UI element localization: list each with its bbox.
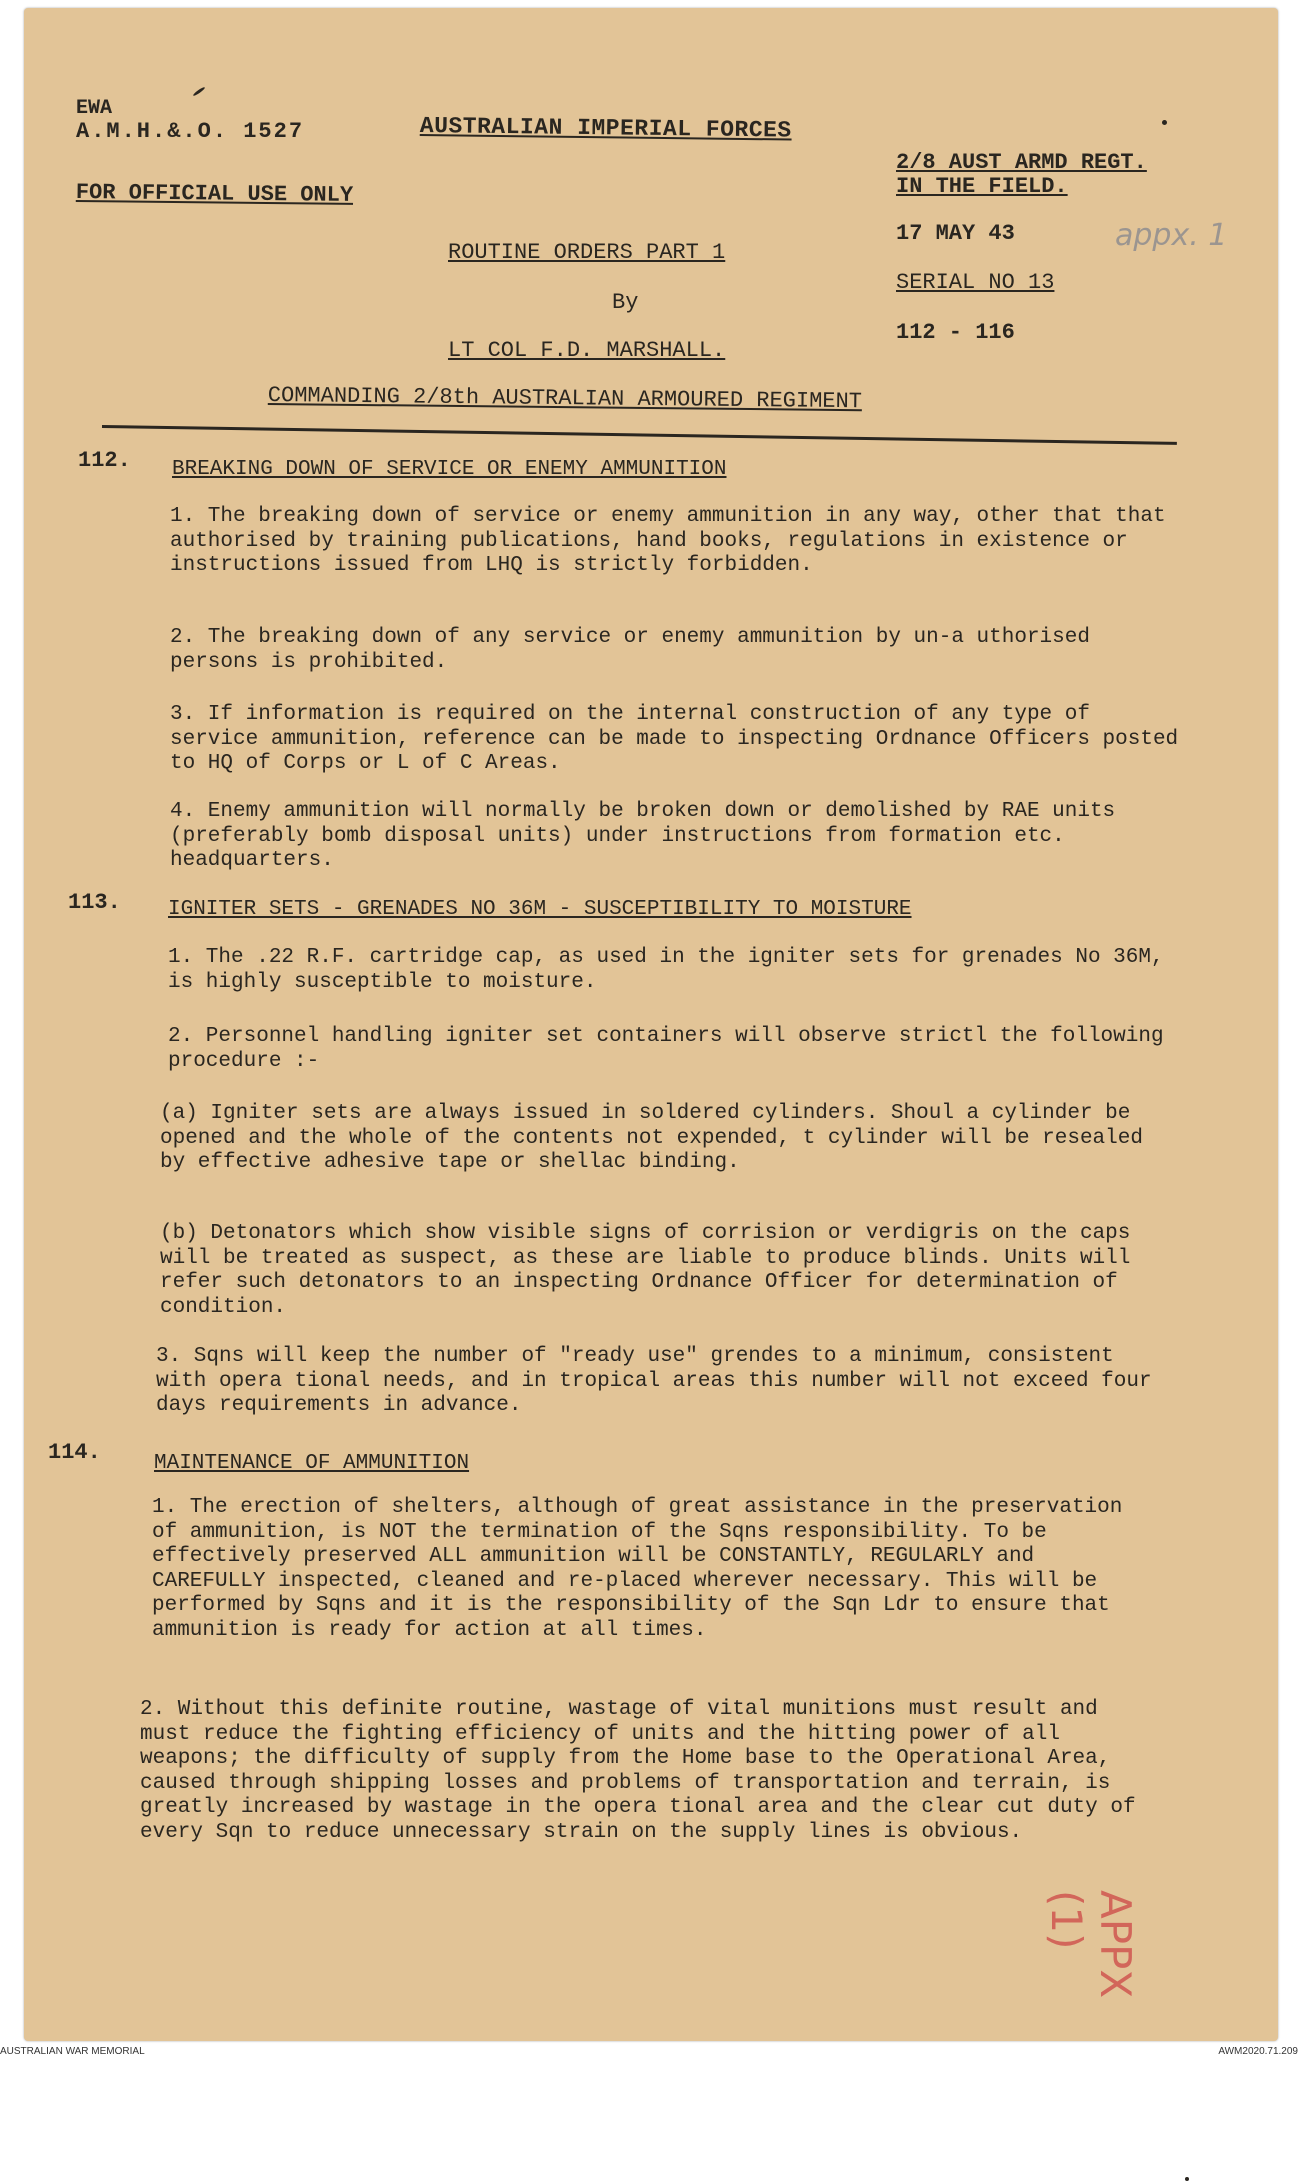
force-title: AUSTRALIAN IMPERIAL FORCES (419, 113, 792, 144)
section-number: 112. (78, 448, 131, 473)
section-number: 114. (48, 1440, 101, 1465)
footer-reference: AWM2020.71.209 (1218, 2046, 1298, 2057)
appendix-handwritten-note: appx. 1 (1115, 218, 1228, 253)
paragraph: 1. The erection of shelters, although of great assistance in the preservation of ammunition, is NOT the termination of the Sqns responsibility. To be effectively preserved ALL ammunition will be CONSTANTLY, REGULARLY and CAREFULLY inspected, cleaned and re-placed wherever necessary. This will be performed by Sqns and it is the responsibility of the Sqn Ldr to ensure that ammunition is ready for action at all times. (152, 1496, 1123, 1642)
reference-code-line2: A.M.H.&.O. 1527 (76, 119, 305, 144)
footer-source: AUSTRALIAN WAR MEMORIAL (0, 2046, 145, 2057)
serial-number: SERIAL NO 13 (896, 270, 1055, 295)
paragraph: (a) Igniter sets are always issued in soldered cylinders. Shoul a cylinder be opened and the whole of the contents not expended, t cylinder will be resealed by effective adhesive tape or shellac binding. (160, 1102, 1143, 1174)
ink-mark (1162, 120, 1167, 125)
unit-name: 2/8 AUST ARMD REGT. (896, 150, 1147, 175)
ink-mark (1185, 2177, 1189, 2181)
paragraph: 3. Sqns will keep the number of "ready use" grendes to a minimum, consistent with opera tional needs, and in tropical areas this number will not exceed four days requirements in advance. (156, 1345, 1152, 1417)
paragraph: 1. The breaking down of service or enemy ammunition in any way, other that that authorised by training publications, hand books, regulations in existence or instructions issued from LHQ is strictly forbidden. (170, 505, 1166, 577)
paragraph: 2. Without this definite routine, wastage of vital munitions must result and must reduce the fighting efficiency of units and the hitting power of all weapons; the difficulty of supply from the Home base to the Operational Area, caused through shipping losses and problems of transportation and terrain, is greatly increased by wastage in the opera tional area and the clear cut duty of every Sqn to reduce unnecessary strain on the supply lines is obvious. (140, 1698, 1136, 1844)
official-use-notice: FOR OFFICIAL USE ONLY (75, 180, 354, 208)
order-date: 17 MAY 43 (896, 221, 1015, 246)
appendix-margin-annotation: APPX (1) (1042, 1890, 1140, 1999)
paragraph: (b) Detonators which show visible signs of corrision or verdigris on the caps will be treated as suspect, as these are liable to produce blinds. Units will refer such detonators to an inspecting Ordnance Officer for determination of condition. (160, 1222, 1131, 1319)
section-title: BREAKING DOWN OF SERVICE OR ENEMY AMMUNITION (172, 458, 727, 481)
section-title: MAINTENANCE OF AMMUNITION (154, 1452, 470, 1475)
unit-location: IN THE FIELD. (896, 174, 1068, 199)
orders-title: ROUTINE ORDERS PART 1 (448, 240, 726, 265)
section-number: 113. (68, 890, 121, 915)
reference-code-line1: EWA (76, 97, 113, 120)
by-label: By (612, 290, 639, 315)
section-title: IGNITER SETS - GRENADES NO 36M - SUSCEPTIBILITY TO MOISTURE (168, 898, 912, 921)
commanding-line: COMMANDING 2/8th AUSTRALIAN ARMOURED REGIMENT (267, 383, 863, 415)
paragraph: 3. If information is required on the internal construction of any type of service ammunition, reference can be made to inspecting Ordnance Officers posted to HQ of Corps or L of C Areas. (170, 703, 1179, 775)
paragraph: 2. The breaking down of any service or enemy ammunition by un-a uthorised persons is prohibited. (170, 626, 1090, 674)
paragraph: 1. The .22 R.F. cartridge cap, as used in the igniter sets for grenades No 36M, is highly susceptible to moisture. (168, 946, 1164, 994)
paragraph: 4. Enemy ammunition will normally be broken down or demolished by RAE units (preferably bomb disposal units) under instructions from formation etc. headquarters. (170, 800, 1116, 872)
order-range: 112 - 116 (896, 320, 1015, 345)
commander-name: LT COL F.D. MARSHALL. (448, 338, 726, 363)
paragraph: 2. Personnel handling igniter set containers will observe strictl the following procedure :- (168, 1025, 1164, 1073)
